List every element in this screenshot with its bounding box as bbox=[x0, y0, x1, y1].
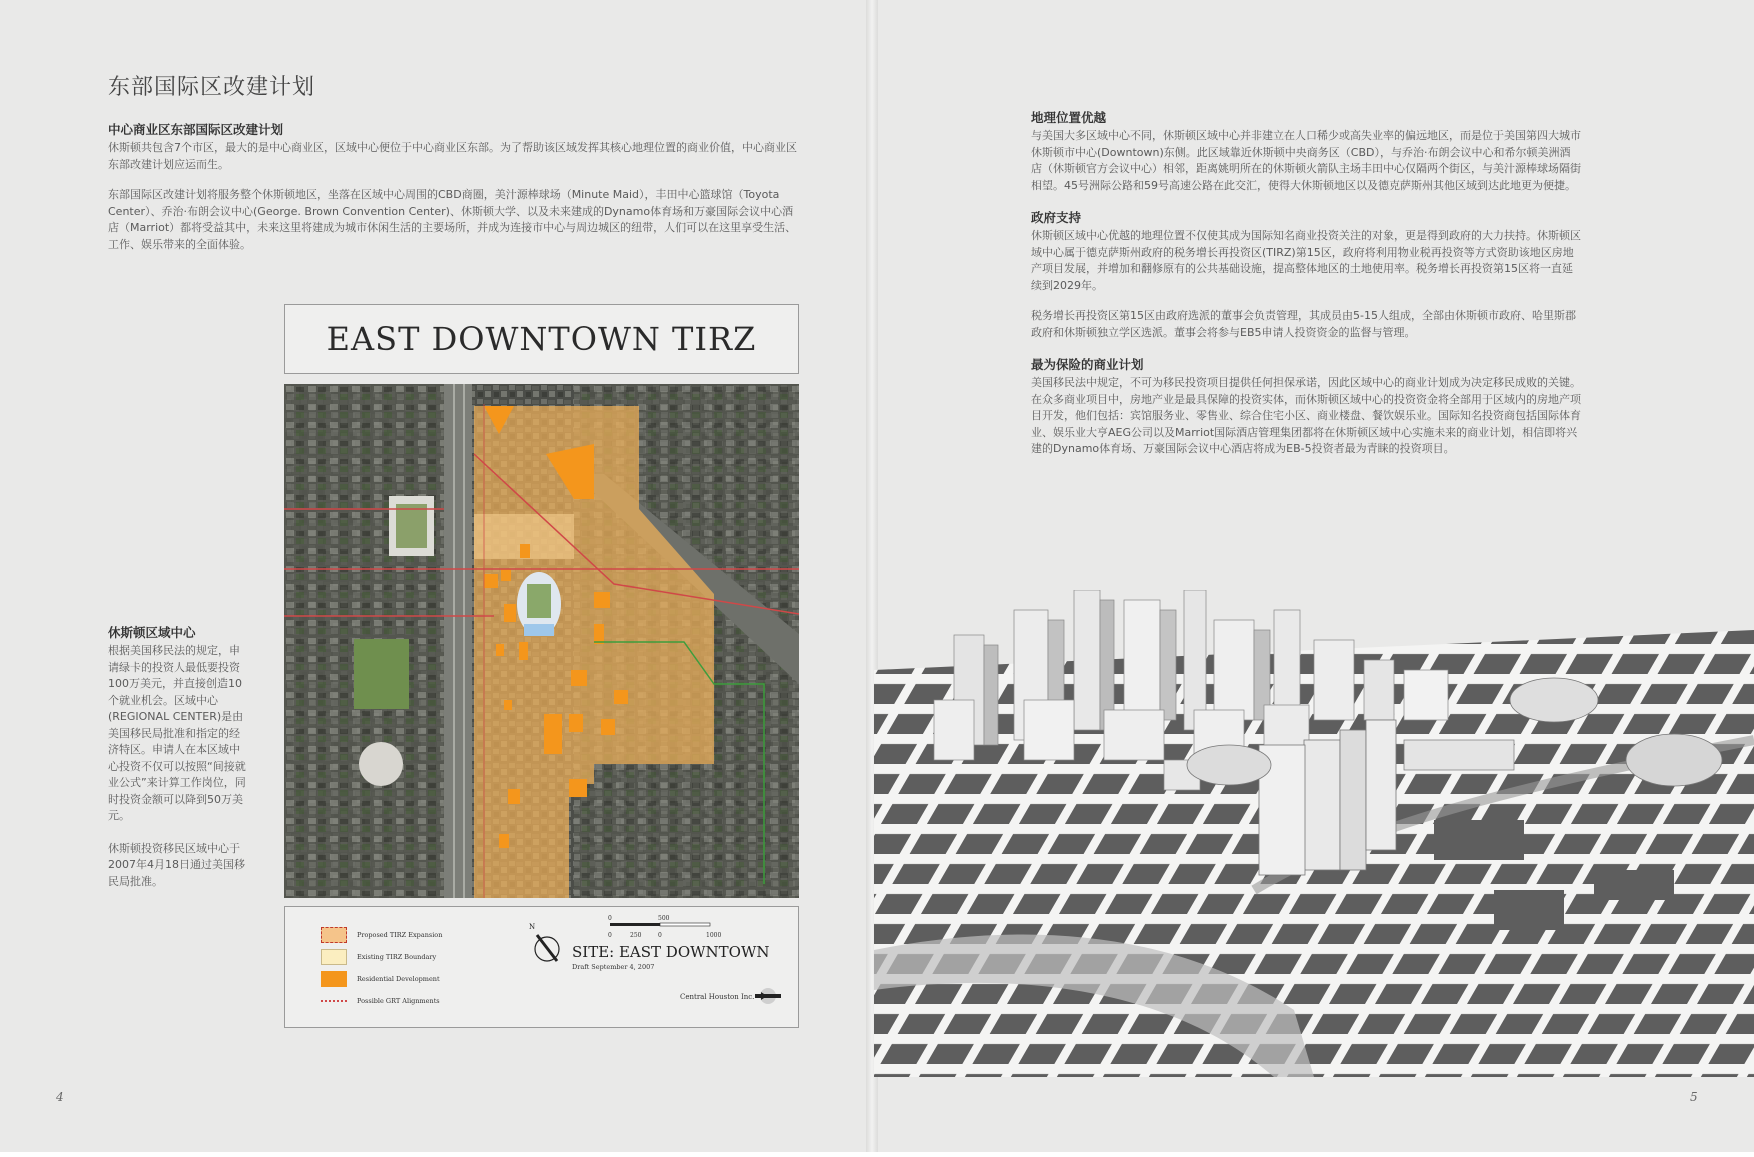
sidebar-heading: 休斯顿区域中心 bbox=[108, 625, 196, 640]
scale-label: 500 bbox=[658, 915, 670, 922]
legend-swatch bbox=[321, 1000, 347, 1002]
map-legend bbox=[284, 906, 799, 1028]
convention-dome bbox=[1187, 745, 1271, 785]
scale-label: 250 bbox=[630, 932, 642, 939]
section-government bbox=[1031, 208, 1581, 341]
legend-item bbox=[321, 971, 440, 987]
logo-icon bbox=[753, 987, 783, 1005]
legend-item bbox=[321, 927, 442, 943]
section-paragraph: 税务增长再投资区第15区由政府选派的董事会负责管理，其成员由5-15人组成，全部由休斯顿市政府、哈里斯郡政府和休斯顿独立学区选派。董事会将参与EB5申请人投资资金的监督与管理。 bbox=[1031, 309, 1576, 339]
legend-label: Residential Development bbox=[357, 975, 440, 983]
legend-swatch bbox=[321, 971, 347, 987]
scale-label: 0 bbox=[608, 915, 612, 922]
intro-heading: 中心商业区东部国际区改建计划 bbox=[108, 122, 284, 137]
page-title: 东部国际区改建计划 bbox=[108, 75, 316, 100]
scale-bar bbox=[590, 913, 750, 943]
section-paragraph: 与美国大多区域中心不同，休斯顿区域中心并非建立在人口稀少或高失业率的偏远地区，而是位于美国第四大城市休斯顿市中心(Downtown)东侧。此区域靠近休斯顿中央商务区（CBD），与乔治·布朗会议中心和希尔顿美洲酒店（休斯顿官方会议中心）相邻，距离姚明所在的休斯顿火箭队主场丰田中心仅隔两个街区，与美汁源棒球场隔街相望。45号洲际公路和59号高速公路在此交汇，使得大休斯顿地区以及德克萨斯州其他区域到达此地更为便捷。 bbox=[1031, 129, 1581, 192]
section-location bbox=[1031, 108, 1581, 194]
map-title-box bbox=[284, 304, 799, 374]
arena-roof bbox=[1626, 734, 1722, 786]
page-number: 4 bbox=[56, 1090, 64, 1104]
ballpark-roof bbox=[1510, 678, 1598, 722]
svg-text:N: N bbox=[529, 923, 536, 931]
highway bbox=[444, 384, 472, 898]
legend-item bbox=[321, 997, 440, 1005]
legend-label: Proposed TIRZ Expansion bbox=[357, 931, 443, 939]
legend-swatch bbox=[321, 949, 347, 965]
section-heading: 政府支持 bbox=[1031, 210, 1082, 225]
map-title: EAST DOWNTOWN TIRZ bbox=[326, 320, 757, 358]
section-paragraph: 休斯顿区域中心优越的地理位置不仅使其成为国际知名商业投资关注的对象，更是得到政府的大力扶持。休斯顿区域中心属于德克萨斯州政府的税务增长再投资区(TIRZ)第15区，政府将利用物业税再投资等方式资助该地区房地产项目发展，并增加和翻修原有的公共基础设施，提高整体地区的土地使用率。税务增长再投资第15区将一直延续到2029年。 bbox=[1031, 229, 1581, 292]
city-3d-model bbox=[874, 590, 1754, 1077]
legend-label: Possible GRT Alignments bbox=[357, 997, 440, 1005]
right-text-column bbox=[1031, 108, 1581, 472]
section-heading: 最为保险的商业计划 bbox=[1031, 357, 1144, 372]
credit-text: Central Houston Inc. bbox=[680, 993, 755, 1001]
page-number: 5 bbox=[1690, 1090, 1698, 1104]
site-title: SITE: EAST DOWNTOWN bbox=[572, 943, 770, 961]
site-date: Draft September 4, 2007 bbox=[572, 963, 655, 971]
sidebar-paragraph: 根据美国移民法的规定，申请绿卡的投资人最低要投资100万美元，并直接创造10个就业机会。区域中心(REGIONAL CENTER)是由美国移民局批准和指定的经济特区。申请人在本区域中心投资不仅可以按照“间接就业公式”来计算工作岗位，同时投资金额可以降到50万美元。 bbox=[108, 644, 246, 822]
legend-swatch bbox=[321, 927, 347, 943]
regional-center-sidebar bbox=[108, 623, 246, 906]
intro-section bbox=[108, 120, 803, 267]
aerial-map bbox=[284, 384, 799, 898]
section-business-plan bbox=[1031, 355, 1581, 458]
scale-label: 1000 bbox=[706, 932, 722, 939]
arena bbox=[359, 742, 403, 786]
north-arrow-icon bbox=[527, 917, 567, 967]
sidebar-paragraph: 休斯顿投资移民区域中心于2007年4月18日通过美国移民局批准。 bbox=[108, 841, 245, 888]
section-paragraph: 美国移民法中规定，不可为移民投资项目提供任何担保承诺，因此区域中心的商业计划成为决定移民成败的关键。在众多商业项目中，房地产业是最具保障的投资实体，而休斯顿区域中心的投资资金将全部用于区域内的房地产项目开发，他们包括：宾馆服务业、零售业、综合住宅小区、商业楼盘、餐饮娱乐业。国际知名投资商包括国际体育业、娱乐业大亨AEG公司以及Marriot国际酒店管理集团都将在休斯顿区域中心实施未来的商业计划，相信即将兴建的Dynamo体育场、万豪国际会议中心酒店将成为EB-5投资者最为青睐的投资项目。 bbox=[1031, 376, 1581, 455]
legend-label: Existing TIRZ Boundary bbox=[357, 953, 437, 961]
intro-paragraph: 休斯顿共包含7个市区，最大的是中心商业区，区域中心便位于中心商业区东部。为了帮助该区域发挥其核心地理位置的商业价值，中心商业区东部改建计划应运而生。 bbox=[108, 141, 797, 171]
legend-item bbox=[321, 949, 436, 965]
intro-paragraph: 东部国际区改建计划将服务整个休斯顿地区，坐落在区域中心周围的CBD商圈，美汁源棒球场（Minute Maid），丰田中心篮球馆（Toyota Center）、乔治·布朗会议中心(George. Brown Convention Center)、休斯顿大学、以及未来建成的Dynamo体育场和万豪国际会议中心酒店（Marriot）都将受益其中，未来这里将建成为城市休闲生活的主要场所，并成为连接市中心与周边城区的纽带，人们可以在这里享受生活、工作、娱乐带来的全面体验。 bbox=[108, 188, 797, 251]
section-heading: 地理位置优越 bbox=[1031, 110, 1107, 125]
scale-label: 0 bbox=[608, 932, 612, 939]
scale-label: 0 bbox=[658, 932, 662, 939]
park bbox=[354, 639, 409, 709]
